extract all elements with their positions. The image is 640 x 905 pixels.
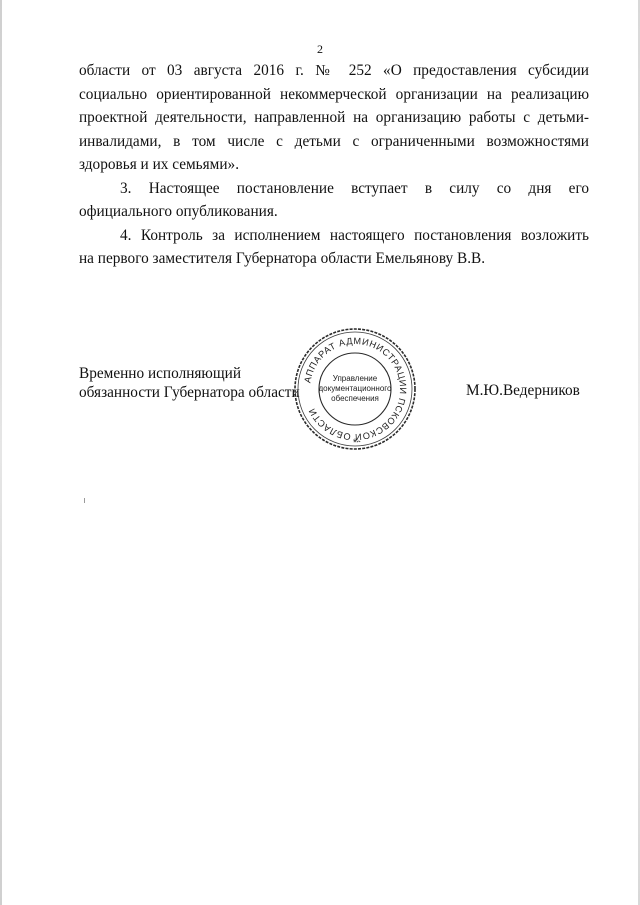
- seal-star-icon: *: [352, 437, 358, 449]
- body-line: социально ориентированной некоммерческой организации на реализацию: [79, 85, 589, 103]
- paragraph-4-line: 4. Контроль за исполнением настоящего постановления возложить: [120, 226, 589, 244]
- body-line: инвалидами, в том числе с детьми с ограниченными возможностями: [79, 132, 589, 150]
- official-seal: [292, 326, 418, 452]
- page-number: 2: [317, 42, 323, 56]
- seal-center-line: Управление: [332, 374, 378, 383]
- body-line: на первого заместителя Губернатора области Емельянову В.В.: [79, 250, 486, 267]
- body-line: здоровья и их семьями».: [79, 156, 240, 173]
- scan-edge-left: [0, 0, 2, 905]
- signatory-name: М.Ю.Ведерников: [466, 382, 580, 399]
- signatory-position-line: обязанности Губернатора области: [79, 384, 300, 401]
- paragraph-3-line: 3. Настоящее постановление вступает в силу со дня его: [120, 179, 589, 197]
- body-line: области от 03 августа 2016 г. № 252 «О предоставления субсидии: [79, 62, 589, 79]
- scan-artifact: [84, 498, 85, 503]
- signatory-position: [79, 364, 300, 402]
- seal-ring-textpath: АППАРАТ АДМИНИСТРАЦИИ ПСКОВСКОЙ ОБЛАСТИ: [302, 335, 409, 443]
- seal-center-line: документационного: [318, 384, 392, 393]
- document-body: [79, 59, 589, 271]
- seal-center-line: обеспечения: [331, 394, 379, 403]
- body-line: проектной деятельности, направленной на организацию работы с детьми-: [79, 109, 589, 126]
- signatory-position-line: Временно исполняющий: [79, 365, 241, 382]
- body-line: официального опубликования.: [79, 203, 278, 220]
